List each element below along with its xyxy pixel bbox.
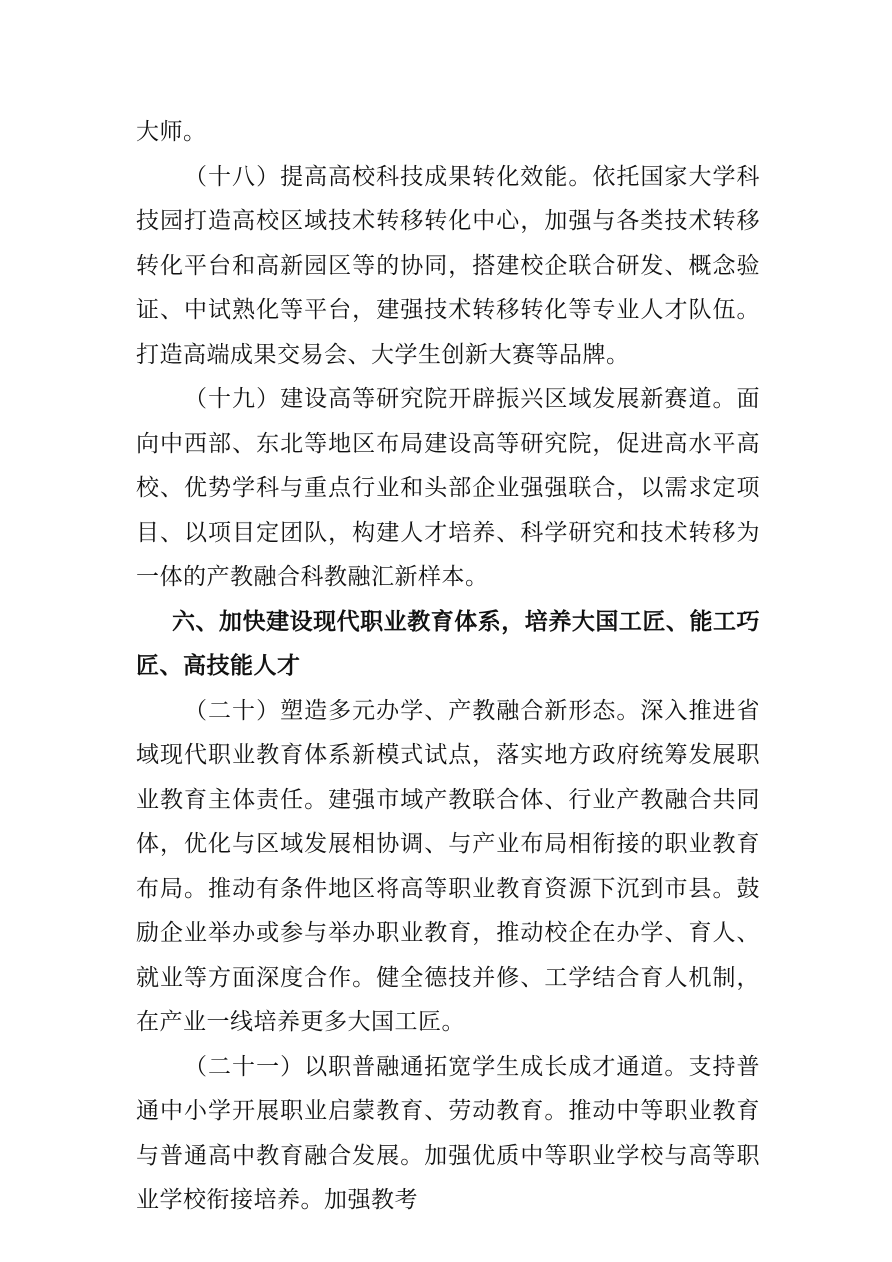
section-heading-6: 六、加快建设现代职业教育体系，培养大国工匠、能工巧匠、高技能人才 (136, 608, 760, 679)
paragraph-item-20: （二十）塑造多元办学、产教融合新形态。深入推进省域现代职业教育体系新模式试点，落实地方政府统筹发展职业教育主体责任。建强市域产教联合体、行业产教融合共同体，优化与区域发展相协调、与产业布局相衔接的职业教育布局。推动有条件地区将高等职业教育资源下沉到市县。鼓励企业举办或参与举办职业教育，推动校企在办学、育人、就业等方面深度合作。健全德技并修、工学结合育人机制，在产业一线培养更多大国工匠。 (136, 697, 760, 1035)
paragraph-item-19: （十九）建设高等研究院开辟振兴区域发展新赛道。面向中西部、东北等地区布局建设高等研究院，促进高水平高校、优势学科与重点行业和头部企业强强联合，以需求定项目、以项目定团队，构建人才培养、科学研究和技术转移为一体的产教融合科教融汇新样本。 (136, 386, 760, 590)
paragraph-item-21: （二十一）以职普融通拓宽学生成长成才通道。支持普通中小学开展职业启蒙教育、劳动教育。推动中等职业教育与普通高中教育融合发展。加强优质中等职业学校与高等职业学校衔接培养。加强教考 (136, 1053, 760, 1213)
document-body (136, 110, 760, 1223)
paragraph-continuation: 大师。 (136, 119, 207, 145)
paragraph-item-18: （十八）提高高校科技成果转化效能。依托国家大学科技园打造高校区域技术转移转化中心，加强与各类技术转移转化平台和高新园区等的协同，搭建校企联合研发、概念验证、中试熟化等平台，建强技术转移转化等专业人才队伍。打造高端成果交易会、大学生创新大赛等品牌。 (136, 163, 760, 368)
